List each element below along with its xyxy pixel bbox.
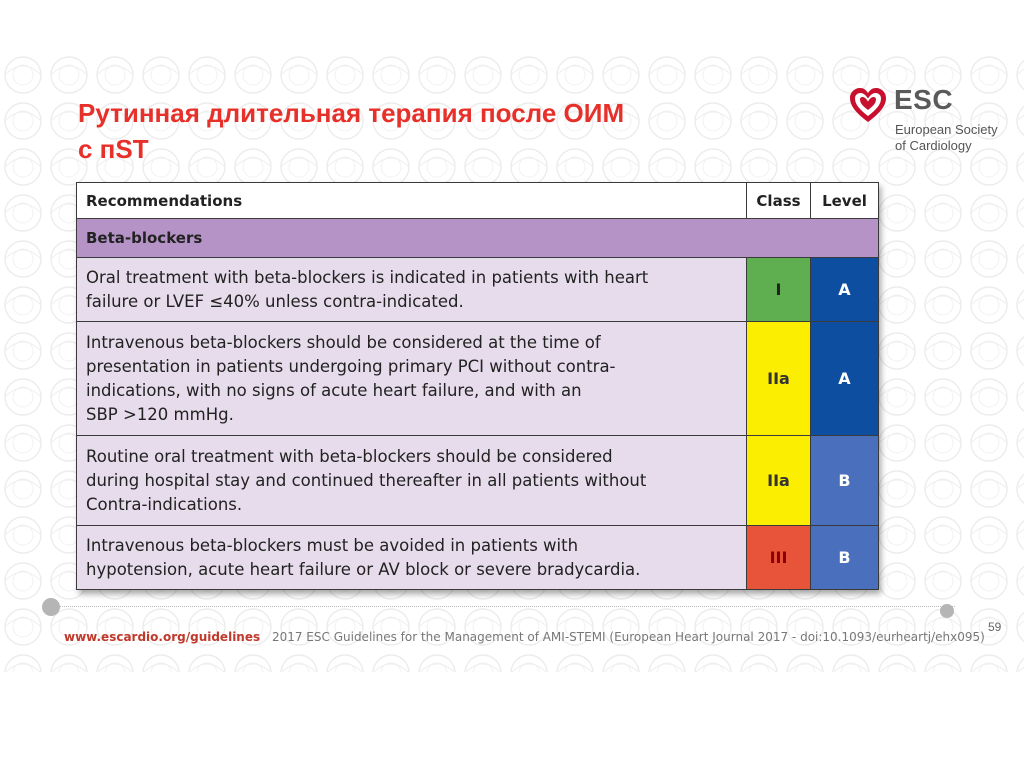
recommendation-line: indications, with no signs of acute heart failure, and with an [86,380,582,400]
recommendation-line: during hospital stay and continued thereafter in all patients without [86,470,647,490]
recommendation-line: presentation in patients undergoing primary PCI without contra- [86,356,616,376]
class-cell: IIa [747,436,811,526]
table-row [77,258,879,322]
title-line-1: Рутинная длительная терапия после ОИМ [78,98,625,128]
recommendation-line: Intravenous beta-blockers must be avoided in patients with [86,535,579,555]
header-class: Class [747,183,811,219]
recommendation-text [77,526,747,590]
level-cell: B [811,526,879,590]
esc-logo [848,86,998,158]
table-row [77,526,879,590]
recommendations-table [76,182,878,590]
logo-subtitle-line-1: European Society [895,122,998,137]
table-row [77,436,879,526]
category-row [77,219,879,258]
recommendation-line: SBP >120 mmHg. [86,404,234,424]
recommendation-line: failure or LVEF ≤40% unless contra-indicated. [86,291,464,311]
heart-logo-icon [848,86,888,126]
level-cell: A [811,258,879,322]
recommendation-line: Oral treatment with beta-blockers is indicated in patients with heart [86,267,649,287]
footer-dot-right [940,604,954,618]
title-line-2: с пST [78,134,149,164]
footer-citation: 2017 ESC Guidelines for the Management of AMI-STEMI (European Heart Journal 2017 - doi:10.1093/eurheartj/ehx095) [271,630,985,644]
table-header-row [77,183,879,219]
footer [64,630,985,644]
recommendation-line: Routine oral treatment with beta-blockers should be considered [86,446,613,466]
recommendation-line: hypotension, acute heart failure or AV block or severe bradycardia. [86,559,641,579]
logo-subtitle [895,122,998,154]
table-row [77,322,879,436]
recommendation-line: Intravenous beta-blockers should be considered at the time of [86,332,601,352]
class-cell: III [747,526,811,590]
class-cell: I [747,258,811,322]
logo-subtitle-line-2: of Cardiology [895,138,972,153]
header-level: Level [811,183,879,219]
category-label: Beta-blockers [77,219,879,258]
recommendation-text [77,322,747,436]
level-cell: A [811,322,879,436]
recommendation-text [77,436,747,526]
recommendation-text [77,258,747,322]
recommendation-line: Contra-indications. [86,494,243,514]
footer-dot-left [42,598,60,616]
slide-title [78,95,624,167]
class-cell: IIa [747,322,811,436]
level-cell: B [811,436,879,526]
page-number: 59 [988,620,1002,634]
footer-url[interactable]: www.escardio.org/guidelines [64,630,261,644]
logo-name: ESC [894,84,954,115]
header-recommendations: Recommendations [77,183,747,219]
footer-divider [60,606,955,607]
